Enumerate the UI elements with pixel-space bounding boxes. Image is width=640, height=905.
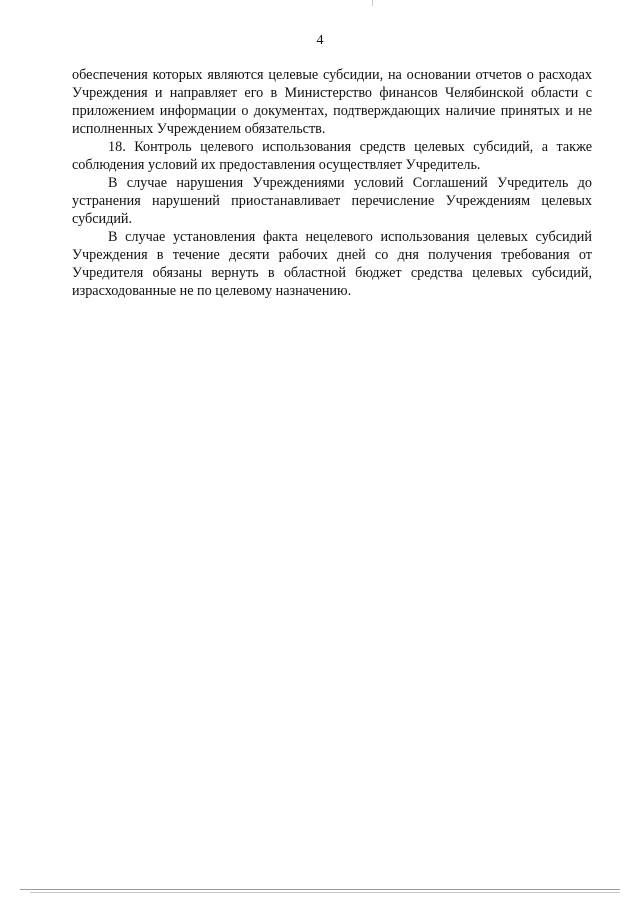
- page-number: 4: [316, 33, 324, 48]
- scan-artifact-mark: [372, 0, 373, 6]
- bottom-scan-edge-line: [20, 889, 620, 890]
- bottom-scan-edge-line-secondary: [30, 892, 620, 893]
- paragraph-violation: В случае нарушения Учреждениями условий Соглашений Учредитель до устранения нарушений приостанавливает перечисление Учреждениям целевых субсидий.: [72, 175, 592, 227]
- paragraph-item-18: 18. Контроль целевого использования средств целевых субсидий, а также соблюдения условий их предоставления осуществляет Учредитель.: [72, 139, 592, 173]
- paragraph-continuation: обеспечения которых являются целевые субсидии, на основании отчетов о расходах Учреждения и направляет его в Министерство финансов Челябинской области с приложением информации о документах, подтверждающих наличие принятых и не исполненных Учреждением обязательств.: [72, 67, 592, 137]
- paragraph-misuse: В случае установления факта нецелевого использования целевых субсидий Учреждения в течение десяти рабочих дней со дня получения требования от Учредителя обязаны вернуть в областной бюджет средства целевых субсидий, израсходованные не по целевому назначению.: [72, 229, 592, 299]
- document-body: [72, 66, 592, 300]
